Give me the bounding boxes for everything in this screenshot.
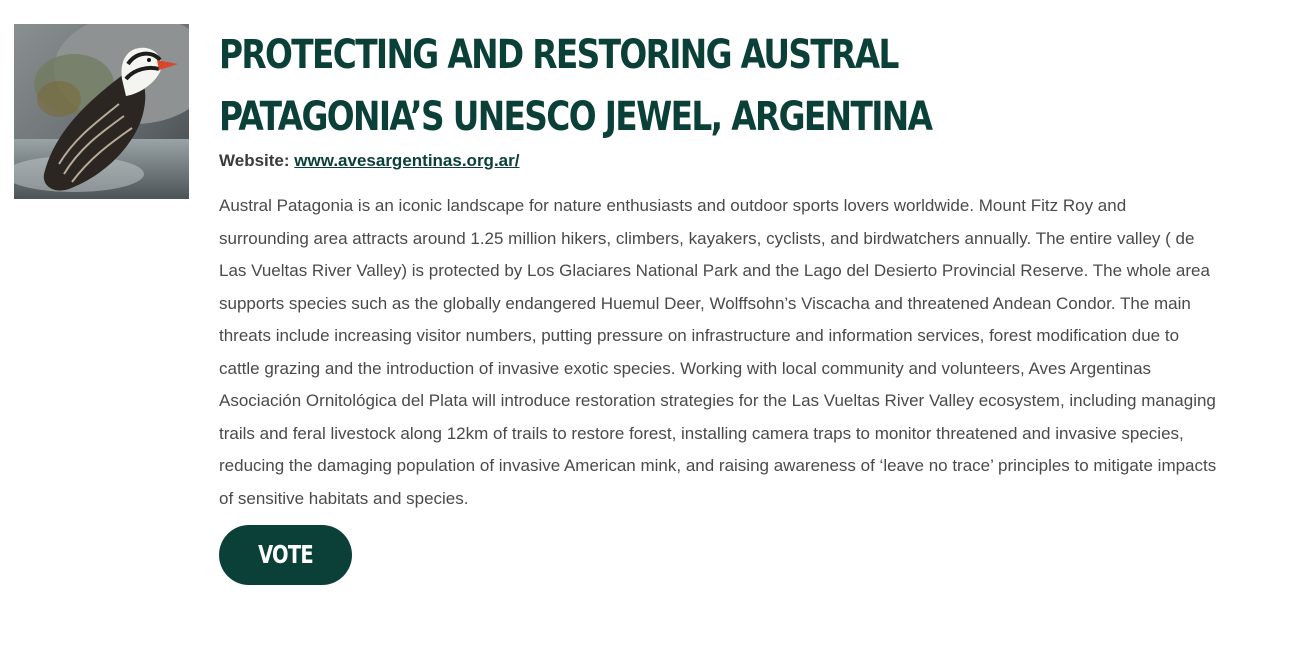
website-line <box>219 148 1219 174</box>
website-label: Website: <box>219 151 290 170</box>
project-thumbnail <box>14 24 189 199</box>
project-title: PROTECTING AND RESTORING AUSTRAL PATAGONIA’S UNESCO JEWEL, ARGENTINA <box>219 32 932 140</box>
torrent-duck-photo <box>14 24 189 199</box>
vote-now-button[interactable] <box>219 525 352 629</box>
project-description: Austral Patagonia is an iconic landscape for nature enthusiasts and outdoor sports lovers worldwide. Mount Fitz Roy and surrounding area attracts around 1.25 million hikers, climbers, kayakers, cyclists, and birdwatchers annually. The entire valley ( de Las Vueltas River Valley) is protected by Los Glaciares National Park and the Lago del Desierto Provincial Reserve. The whole area supports species such as the globally endangered Huemul Deer, Wolffsohn’s Viscacha and threatened Andean Condor. The main threats include increasing visitor numbers, putting pressure on infrastructure and information services, forest modification due to cattle grazing and the introduction of invasive exotic species. Working with local community and volunteers, Aves Argentinas Asociación Ornitológica del Plata will introduce restoration strategies for the Las Vueltas River Valley ecosystem, including managing trails and feral livestock along 12km of trails to restore forest, installing camera traps to monitor threatened and invasive species, reducing the damaging population of invasive American mink, and raising awareness of ‘leave no trace’ principles to mitigate impacts of sensitive habitats and species. <box>219 196 1217 508</box>
website-link[interactable]: www.avesargentinas.org.ar/ <box>294 151 520 170</box>
vote-now-label: VOTE NOW <box>258 540 313 629</box>
project-content <box>219 24 1219 628</box>
